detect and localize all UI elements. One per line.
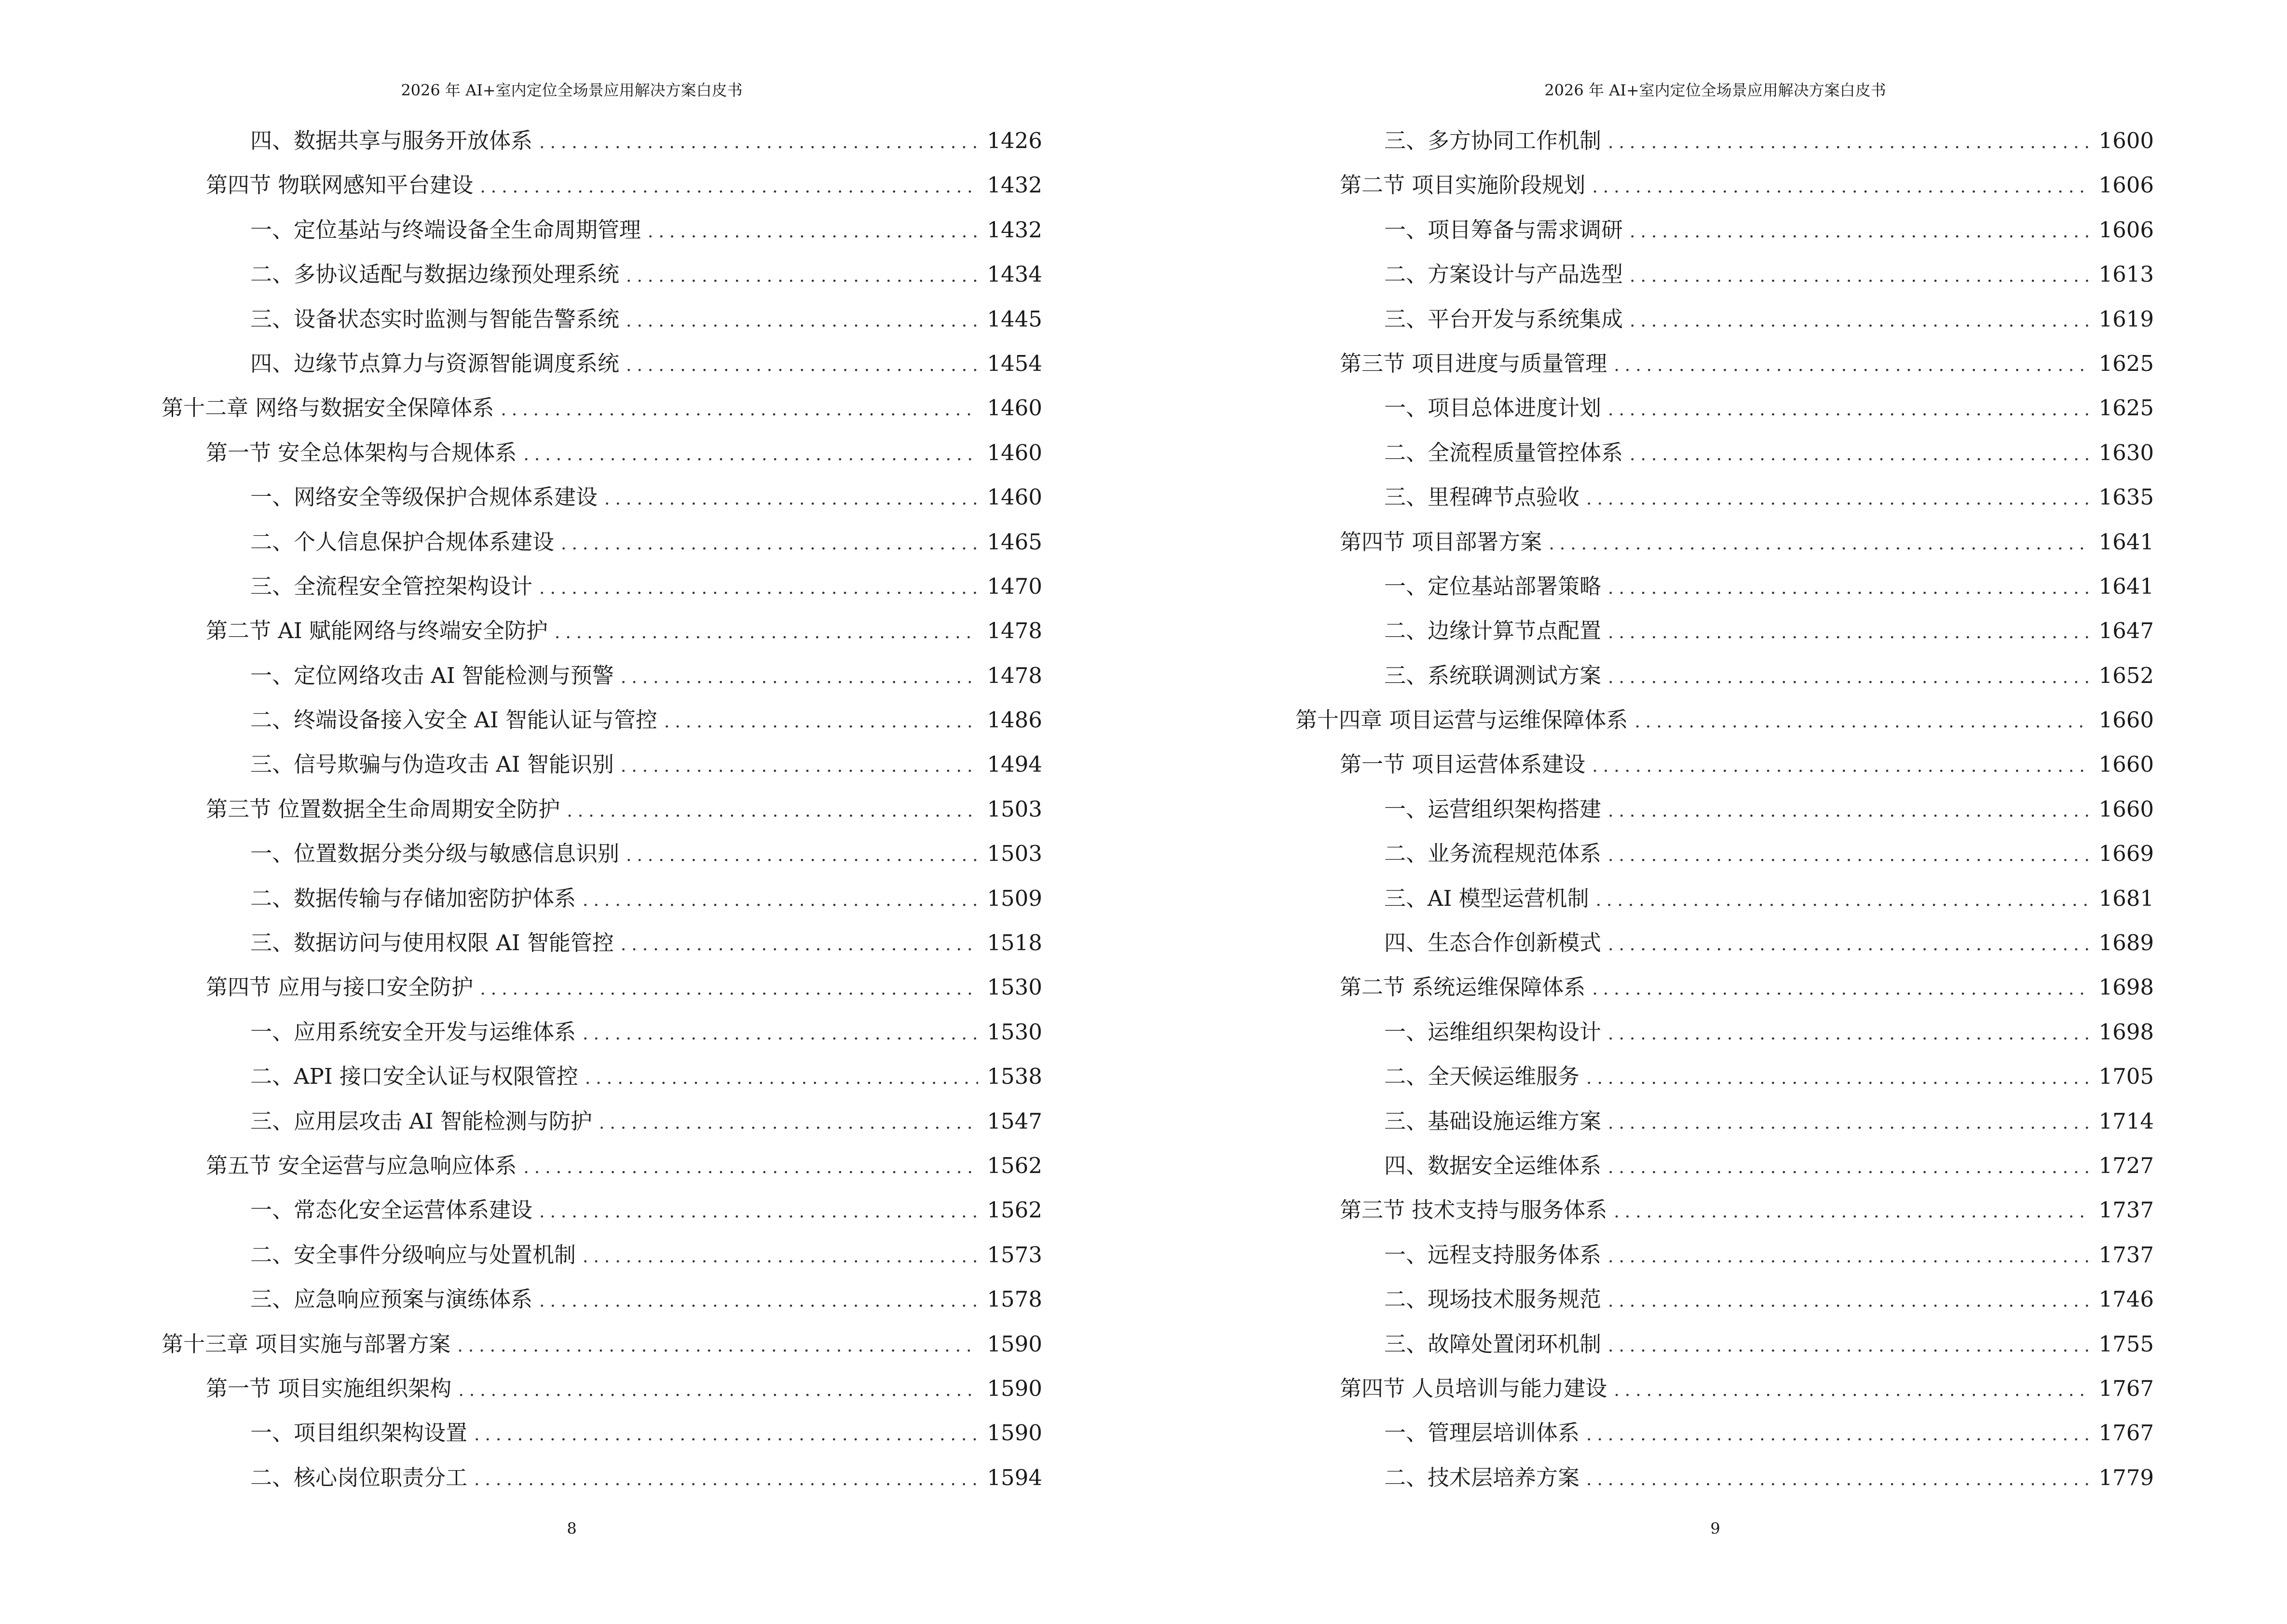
- toc-entry-title: 一、项目组织架构设置: [250, 1420, 468, 1446]
- toc-entry-title: 第四节 项目部署方案: [1340, 529, 1542, 555]
- toc-entry-page-number: 1434: [987, 261, 1042, 287]
- toc-entry[interactable]: [1295, 698, 2154, 742]
- toc-entry[interactable]: [1295, 787, 2154, 832]
- toc-entry-title: 二、技术层培养方案: [1384, 1464, 1580, 1490]
- toc-entry-page-number: 1590: [987, 1375, 1042, 1401]
- toc-entry-title: 二、全天候运维服务: [1384, 1064, 1580, 1090]
- dot-leader: [1630, 210, 2090, 254]
- toc-entry-title: 第三节 技术支持与服务体系: [1340, 1197, 1607, 1223]
- toc-entry-title: 三、设备状态实时监测与智能告警系统: [250, 306, 620, 332]
- toc-entry[interactable]: [162, 654, 1042, 698]
- toc-entry-title: 三、应用层攻击 AI 智能检测与防护: [250, 1108, 592, 1134]
- toc-entry-page-number: 1698: [2098, 1019, 2154, 1045]
- toc-entry-page-number: 1606: [2098, 172, 2154, 198]
- toc-entry-page-number: 1478: [987, 662, 1042, 688]
- toc-entry[interactable]: [162, 1411, 1042, 1455]
- page-header: 2026 年 AI+室内定位全场景应用解决方案白皮书: [1544, 81, 1886, 99]
- toc-entry-page-number: 1530: [987, 1019, 1042, 1045]
- toc-entry-page-number: 1635: [2098, 484, 2154, 510]
- toc-entry-title: 三、AI 模型运营机制: [1384, 885, 1589, 911]
- dot-leader: [1608, 833, 2090, 878]
- toc-entry-page-number: 1737: [2098, 1197, 2154, 1223]
- toc-list: [1295, 119, 2154, 1500]
- toc-entry-title: 二、API 接口安全认证与权限管控: [250, 1064, 578, 1090]
- dot-leader: [583, 1235, 978, 1279]
- toc-entry-title: 第四节 人员培训与能力建设: [1340, 1375, 1607, 1401]
- toc-entry-title: 一、网络安全等级保护合规体系建设: [250, 484, 598, 510]
- toc-entry-title: 一、常态化安全运营体系建设: [250, 1197, 533, 1223]
- toc-entry-title: 三、基础设施运维方案: [1384, 1108, 1602, 1134]
- toc-entry[interactable]: [162, 1188, 1042, 1232]
- toc-entry[interactable]: [162, 564, 1042, 609]
- toc-entry[interactable]: [1295, 1188, 2154, 1232]
- dot-leader: [1608, 121, 2090, 165]
- toc-entry[interactable]: [1295, 1099, 2154, 1144]
- dot-leader: [1614, 343, 2090, 388]
- toc-entry[interactable]: [1295, 341, 2154, 386]
- toc-entry[interactable]: [1295, 876, 2154, 921]
- toc-entry-page-number: 1590: [987, 1331, 1042, 1357]
- toc-entry[interactable]: [1295, 1366, 2154, 1411]
- dot-leader: [523, 433, 978, 477]
- toc-entry-page-number: 1518: [987, 930, 1042, 956]
- toc-entry-page-number: 1547: [987, 1108, 1042, 1134]
- toc-entry-title: 一、项目总体进度计划: [1384, 395, 1602, 421]
- toc-entry-page-number: 1478: [987, 618, 1042, 644]
- toc-entry[interactable]: [1295, 832, 2154, 876]
- toc-entry[interactable]: [1295, 431, 2154, 475]
- dot-leader: [1596, 878, 2090, 923]
- toc-entry[interactable]: [1295, 252, 2154, 297]
- toc-entry[interactable]: [162, 1322, 1042, 1366]
- toc-entry-page-number: 1562: [987, 1152, 1042, 1178]
- toc-entry-page-number: 1465: [987, 529, 1042, 555]
- toc-entry[interactable]: [162, 431, 1042, 475]
- dot-leader: [1608, 1324, 2090, 1368]
- toc-entry-page-number: 1460: [987, 395, 1042, 421]
- toc-entry-page-number: 1681: [2098, 885, 2154, 911]
- dot-leader: [626, 299, 978, 343]
- toc-entry[interactable]: [162, 297, 1042, 341]
- dot-leader: [457, 1324, 978, 1368]
- toc-entry[interactable]: [1295, 609, 2154, 653]
- dot-leader: [1608, 923, 2090, 967]
- toc-entry[interactable]: [1295, 119, 2154, 163]
- dot-leader: [1586, 1056, 2090, 1101]
- toc-entry-title: 一、定位网络攻击 AI 智能检测与预警: [250, 662, 614, 688]
- toc-entry-title: 三、应急响应预案与演练体系: [250, 1286, 533, 1312]
- toc-entry[interactable]: [1295, 965, 2154, 1010]
- toc-entry-page-number: 1445: [987, 306, 1042, 332]
- toc-entry-page-number: 1698: [2098, 974, 2154, 1000]
- dot-leader: [1549, 522, 2090, 566]
- toc-entry-page-number: 1538: [987, 1064, 1042, 1090]
- toc-entry[interactable]: [1295, 1411, 2154, 1455]
- dot-leader: [1608, 789, 2090, 833]
- toc-entry-page-number: 1503: [987, 796, 1042, 822]
- toc-entry[interactable]: [162, 698, 1042, 742]
- dot-leader: [583, 1012, 978, 1056]
- dot-leader: [1608, 655, 2090, 700]
- toc-entry-title: 第三节 项目进度与质量管理: [1340, 350, 1607, 376]
- toc-entry-page-number: 1494: [987, 751, 1042, 778]
- dot-leader: [1630, 254, 2090, 299]
- toc-entry-title: 二、终端设备接入安全 AI 智能认证与管控: [250, 707, 657, 733]
- toc-entry[interactable]: [162, 1144, 1042, 1188]
- toc-entry[interactable]: [1295, 208, 2154, 252]
- toc-entry-page-number: 1737: [2098, 1242, 2154, 1268]
- toc-entry[interactable]: [162, 1010, 1042, 1054]
- page-number: 8: [567, 1519, 577, 1538]
- toc-entry-page-number: 1755: [2098, 1331, 2154, 1357]
- toc-entry[interactable]: [1295, 654, 2154, 698]
- toc-entry-page-number: 1660: [2098, 707, 2154, 733]
- toc-entry[interactable]: [162, 386, 1042, 430]
- toc-entry[interactable]: [162, 163, 1042, 207]
- dot-leader: [1608, 1279, 2090, 1324]
- toc-entry-title: 二、核心岗位职责分工: [250, 1464, 468, 1490]
- toc-entry-page-number: 1432: [987, 217, 1042, 243]
- dot-leader: [626, 254, 978, 299]
- toc-entry-title: 三、信号欺骗与伪造攻击 AI 智能识别: [250, 751, 614, 778]
- toc-entry-title: 二、现场技术服务规范: [1384, 1286, 1602, 1312]
- toc-entry[interactable]: [1295, 1010, 2154, 1054]
- dot-leader: [539, 566, 978, 611]
- dot-leader: [626, 343, 978, 388]
- toc-entry[interactable]: [1295, 386, 2154, 430]
- toc-entry[interactable]: [1295, 1277, 2154, 1322]
- dot-leader: [621, 923, 979, 967]
- toc-entry-page-number: 1689: [2098, 930, 2154, 956]
- dot-leader: [480, 165, 978, 209]
- toc-entry-title: 二、业务流程规范体系: [1384, 841, 1602, 867]
- dot-leader: [1608, 1101, 2090, 1146]
- dot-leader: [561, 522, 978, 566]
- toc-entry-title: 三、里程碑节点验收: [1384, 484, 1580, 510]
- toc-entry-title: 三、故障处置闭环机制: [1384, 1331, 1602, 1357]
- toc-entry[interactable]: [1295, 1144, 2154, 1188]
- toc-entry-title: 三、全流程安全管控架构设计: [250, 573, 533, 599]
- toc-entry[interactable]: [162, 787, 1042, 832]
- dot-leader: [621, 655, 979, 700]
- toc-entry-title: 第二节 系统运维保障体系: [1340, 974, 1586, 1000]
- dot-leader: [523, 1146, 978, 1190]
- toc-entry-page-number: 1470: [987, 573, 1042, 599]
- toc-entry-title: 二、方案设计与产品选型: [1384, 261, 1623, 287]
- dot-leader: [648, 210, 978, 254]
- toc-entry-page-number: 1647: [2098, 618, 2154, 644]
- toc-entry-title: 一、应用系统安全开发与运维体系: [250, 1019, 576, 1045]
- dot-leader: [1592, 165, 2090, 209]
- dot-leader: [1586, 1413, 2090, 1457]
- dot-leader: [539, 1279, 978, 1324]
- toc-entry[interactable]: [162, 609, 1042, 653]
- dot-leader: [474, 1413, 978, 1457]
- toc-entry-page-number: 1660: [2098, 751, 2154, 778]
- toc-entry[interactable]: [162, 1366, 1042, 1411]
- toc-entry-page-number: 1779: [2098, 1464, 2154, 1490]
- toc-entry-title: 第四节 物联网感知平台建设: [206, 172, 474, 198]
- toc-entry-title: 第五节 安全运营与应急响应体系: [206, 1152, 517, 1178]
- toc-entry[interactable]: [1295, 742, 2154, 787]
- toc-entry-page-number: 1625: [2098, 350, 2154, 376]
- toc-entry[interactable]: [1295, 1054, 2154, 1099]
- dot-leader: [539, 1190, 978, 1234]
- toc-entry-page-number: 1619: [2098, 306, 2154, 332]
- toc-entry-page-number: 1432: [987, 172, 1042, 198]
- toc-entry-page-number: 1509: [987, 885, 1042, 911]
- dot-leader: [585, 1056, 979, 1101]
- toc-entry-page-number: 1641: [2098, 573, 2154, 599]
- page-header: 2026 年 AI+室内定位全场景应用解决方案白皮书: [401, 81, 743, 99]
- dot-leader: [1608, 1146, 2090, 1190]
- dot-leader: [539, 121, 978, 165]
- toc-entry[interactable]: [162, 252, 1042, 297]
- toc-entry[interactable]: [162, 341, 1042, 386]
- toc-entry[interactable]: [162, 742, 1042, 787]
- toc-entry[interactable]: [162, 876, 1042, 921]
- toc-entry-title: 第十三章 项目实施与部署方案: [162, 1331, 451, 1357]
- dot-leader: [1586, 1458, 2090, 1502]
- toc-entry[interactable]: [1295, 297, 2154, 341]
- toc-entry-page-number: 1613: [2098, 261, 2154, 287]
- toc-entry-title: 第一节 项目实施组织架构: [206, 1375, 452, 1401]
- dot-leader: [501, 388, 978, 432]
- toc-entry[interactable]: [1295, 475, 2154, 519]
- toc-entry[interactable]: [162, 208, 1042, 252]
- dot-leader: [1608, 388, 2090, 432]
- toc-entry[interactable]: [1295, 1456, 2154, 1500]
- toc-entry-page-number: 1641: [2098, 529, 2154, 555]
- toc-entry[interactable]: [162, 520, 1042, 564]
- dot-leader: [604, 477, 978, 521]
- page-number: 9: [1710, 1519, 1720, 1538]
- toc-entry-page-number: 1625: [2098, 395, 2154, 421]
- dot-leader: [1608, 611, 2090, 655]
- toc-entry-title: 第一节 项目运营体系建设: [1340, 751, 1586, 778]
- toc-entry-title: 一、运维组织架构设计: [1384, 1019, 1602, 1045]
- toc-entry-page-number: 1460: [987, 484, 1042, 510]
- toc-entry-title: 二、安全事件分级响应与处置机制: [250, 1242, 576, 1268]
- toc-entry-title: 第十二章 网络与数据安全保障体系: [162, 395, 494, 421]
- toc-entry-title: 一、项目筹备与需求调研: [1384, 217, 1623, 243]
- toc-entry-title: 第十四章 项目运营与运维保障体系: [1295, 707, 1628, 733]
- dot-leader: [1586, 477, 2090, 521]
- toc-entry-title: 一、定位基站部署策略: [1384, 573, 1602, 599]
- toc-entry[interactable]: [162, 1233, 1042, 1277]
- dot-leader: [1592, 744, 2090, 789]
- toc-entry[interactable]: [1295, 921, 2154, 965]
- toc-entry-page-number: 1530: [987, 974, 1042, 1000]
- toc-entry-page-number: 1727: [2098, 1152, 2154, 1178]
- dot-leader: [458, 1368, 978, 1413]
- toc-entry[interactable]: [162, 119, 1042, 163]
- toc-entry-title: 第三节 位置数据全生命周期安全防护: [206, 796, 560, 822]
- toc-entry-title: 四、生态合作创新模式: [1384, 930, 1602, 956]
- toc-entry-page-number: 1669: [2098, 841, 2154, 867]
- toc-entry-title: 一、运营组织架构搭建: [1384, 796, 1602, 822]
- toc-entry-title: 二、数据传输与存储加密防护体系: [250, 885, 576, 911]
- toc-entry-title: 三、数据访问与使用权限 AI 智能管控: [250, 930, 614, 956]
- dot-leader: [567, 789, 978, 833]
- toc-entry-title: 二、全流程质量管控体系: [1384, 439, 1623, 465]
- toc-entry-page-number: 1454: [987, 350, 1042, 376]
- toc-entry-page-number: 1594: [987, 1464, 1042, 1490]
- toc-entry[interactable]: [162, 1277, 1042, 1322]
- dot-leader: [1614, 1190, 2090, 1234]
- toc-entry-page-number: 1606: [2098, 217, 2154, 243]
- dot-leader: [1630, 433, 2090, 477]
- toc-entry[interactable]: [1295, 1233, 2154, 1277]
- toc-entry-title: 第一节 安全总体架构与合规体系: [206, 439, 517, 465]
- toc-entry-page-number: 1767: [2098, 1420, 2154, 1446]
- toc-page-right: [1144, 0, 2287, 1624]
- toc-entry-page-number: 1426: [987, 128, 1042, 153]
- toc-entry[interactable]: [162, 832, 1042, 876]
- toc-entry-page-number: 1573: [987, 1242, 1042, 1268]
- toc-entry[interactable]: [1295, 564, 2154, 609]
- toc-entry-title: 二、边缘计算节点配置: [1384, 618, 1602, 644]
- toc-entry[interactable]: [1295, 1322, 2154, 1366]
- toc-entry-page-number: 1630: [2098, 439, 2154, 465]
- toc-entry-page-number: 1660: [2098, 796, 2154, 822]
- toc-entry[interactable]: [1295, 163, 2154, 207]
- toc-entry-page-number: 1746: [2098, 1286, 2154, 1312]
- toc-entry-page-number: 1714: [2098, 1108, 2154, 1134]
- toc-list: [162, 119, 1042, 1500]
- toc-entry-page-number: 1578: [987, 1286, 1042, 1312]
- dot-leader: [621, 744, 979, 789]
- dot-leader: [583, 878, 978, 923]
- toc-entry-title: 一、管理层培训体系: [1384, 1420, 1580, 1446]
- toc-entry-title: 三、系统联调测试方案: [1384, 662, 1602, 688]
- dot-leader: [1630, 299, 2090, 343]
- dot-leader: [1634, 700, 2090, 744]
- dot-leader: [599, 1101, 979, 1146]
- toc-entry[interactable]: [162, 475, 1042, 519]
- toc-entry[interactable]: [162, 921, 1042, 965]
- dot-leader: [480, 967, 978, 1011]
- toc-entry-title: 四、数据共享与服务开放体系: [250, 128, 533, 153]
- toc-entry-title: 一、位置数据分类分级与敏感信息识别: [250, 841, 620, 867]
- toc-entry-title: 第四节 应用与接口安全防护: [206, 974, 474, 1000]
- toc-entry-title: 第二节 项目实施阶段规划: [1340, 172, 1586, 198]
- toc-entry-title: 二、多协议适配与数据边缘预处理系统: [250, 261, 620, 287]
- toc-entry-page-number: 1600: [2098, 128, 2154, 153]
- dot-leader: [1608, 566, 2090, 611]
- toc-entry-title: 二、个人信息保护合规体系建设: [250, 529, 555, 555]
- toc-entry-page-number: 1562: [987, 1197, 1042, 1223]
- toc-entry-page-number: 1705: [2098, 1064, 2154, 1090]
- dot-leader: [1614, 1368, 2090, 1413]
- toc-entry[interactable]: [162, 1099, 1042, 1144]
- dot-leader: [555, 611, 979, 655]
- toc-entry-title: 三、平台开发与系统集成: [1384, 306, 1623, 332]
- toc-entry-page-number: 1767: [2098, 1375, 2154, 1401]
- dot-leader: [1592, 967, 2090, 1011]
- toc-entry-title: 四、边缘节点算力与资源智能调度系统: [250, 350, 620, 376]
- toc-entry[interactable]: [1295, 520, 2154, 564]
- toc-entry-title: 第二节 AI 赋能网络与终端安全防护: [206, 618, 548, 644]
- toc-entry-page-number: 1486: [987, 707, 1042, 733]
- toc-entry[interactable]: [162, 1456, 1042, 1500]
- toc-entry-page-number: 1460: [987, 439, 1042, 465]
- toc-entry-page-number: 1652: [2098, 662, 2154, 688]
- toc-entry-title: 一、远程支持服务体系: [1384, 1242, 1602, 1268]
- dot-leader: [626, 833, 978, 878]
- toc-entry-page-number: 1590: [987, 1420, 1042, 1446]
- toc-entry-page-number: 1503: [987, 841, 1042, 867]
- dot-leader: [1608, 1012, 2090, 1056]
- toc-entry[interactable]: [162, 1054, 1042, 1099]
- dot-leader: [1608, 1235, 2090, 1279]
- toc-entry-title: 三、多方协同工作机制: [1384, 128, 1602, 153]
- toc-entry[interactable]: [162, 965, 1042, 1010]
- dot-leader: [474, 1458, 978, 1502]
- toc-entry-title: 一、定位基站与终端设备全生命周期管理: [250, 217, 641, 243]
- toc-entry-title: 四、数据安全运维体系: [1384, 1152, 1602, 1178]
- dot-leader: [664, 700, 979, 744]
